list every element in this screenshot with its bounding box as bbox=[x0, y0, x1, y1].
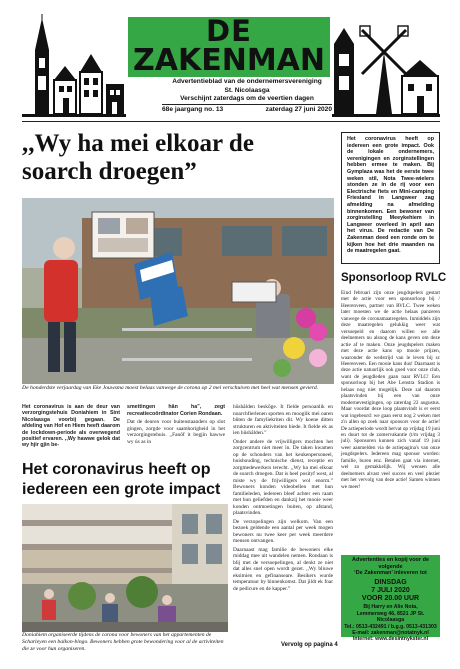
deadline-day: DINSDAG bbox=[374, 578, 407, 586]
church-skyline-icon bbox=[22, 14, 126, 118]
masthead-subtitle-1: Advertentieblad van de ondernemersvereniging bbox=[172, 78, 322, 85]
deadline-tel: Tel.: 0513-432491 / b.g.g. 0513-431303 bbox=[344, 623, 437, 630]
sidebar-box bbox=[341, 132, 440, 264]
submission-deadline-box bbox=[341, 555, 440, 643]
article-column-3-p3: De verzopelingen zijn welkom. Van een bezoek geldende een aantal per week mogen bewoners nu twee keer per week meerdere mensen ontvangen. bbox=[233, 518, 333, 544]
sidebar-text: Het coronavirus heeft op iedereen een grote impact. Ook de lokale ondernemers, verenigingen en zorginstellingen hebben ermee te maken. Bij Gymplaza was het de eerste twee weken stil, Nota Twee-wielers stonden ze in de rij voor een Electrische fiets en Mini-camping Friesland in Langweer zag afmelding na afmelding binnenkomen. Een bewoner van zorginstelling Meeykehiem in Langweer overleed in april aan het virus. De redactie van De Zakenman deed een ronde om te kijken hoe het drie maanden na de maatregelen gaat. bbox=[347, 136, 434, 255]
masthead-subtitle bbox=[162, 78, 332, 104]
centenarian-celebration-photo bbox=[22, 198, 334, 384]
article-column-3-p2: Onder andere de vrijwilligers mochten het zorgcentrum niet meer in. De taken kwamen op de schouders van het keukenpersoneel, huishouding, technische dienst, receptie en zorgmedewerkers terecht. ,,Wy ha mei elkoar de soarch droegen. Dat is heel posityf west, al miste wy de frijwilligers wol enorm.” Bewoners konden videobellen met hun familieleden, iedereen bleef achter een raam met hun geliefden en dankzij het mooie weer konden ontmoetingen buiten, op afstand, plaatsvinden. bbox=[233, 438, 333, 516]
masthead-subtitle-3: Verschijnt zaterdags om de veertien dagen bbox=[180, 95, 314, 103]
deadline-line1: Advertenties en kopij voor de volgende bbox=[351, 557, 430, 570]
balcony-bingo-photo bbox=[22, 504, 228, 632]
deadline-time: VOOR 20.00 UUR bbox=[361, 595, 420, 603]
article-column-3-p4: Daarnaast mag familie de bewoners elke middag mee uit wandelen nemen. Rondaan is blij met de versoepelingen, al denkt ze niet dat alles snel open wordt gezet. ,,Wy bliuwe eksimien en gefinanseare. Besikers wurde temperatuur by binnenkomst. Dat jildt ek foar de pedicure en de kapper.” bbox=[233, 546, 333, 592]
masthead-title-line2: ZAKENMAN bbox=[133, 43, 325, 78]
article-column-3 bbox=[233, 404, 333, 592]
deadline-email: E-mail: zakenman@notatnyk.nl bbox=[352, 630, 429, 637]
photo1-caption: De honderdste verjaardag van Eke Jouwsma moest helaas vanwege de corona op 2 mei verschuiven met heel wat mensen gevierd. bbox=[22, 385, 319, 391]
second-headline: Het coronavirus heeft op iedereen een grote impact bbox=[22, 461, 221, 498]
photo2-caption: Doniahiem organiseerde tijdens de corona voor bewoners van het appartementen de Scharleyen een balkon-bingo. Bewoners hebben grote bewondering voor al de activiteiten die ze voor hun organiseren. bbox=[22, 632, 224, 652]
masthead-title-line1: DE bbox=[206, 14, 252, 48]
main-headline: ,,Wy ha mei elkoar de soarch droegen” bbox=[22, 130, 254, 185]
issue-date: zaterdag 27 juni 2020 bbox=[265, 106, 332, 113]
deadline-internet: Internet: www.desintnykster.nl bbox=[352, 636, 429, 643]
sponsor-body: Eind februari zijn onze jeugdspelers gestart met de actie voor een sponsorloop bij / Heerenveen, partner van RVLC. Twee weken later moesten we de actie helaas panzeren vanwege de coronamaatregelen. Inmiddels zijn deze maatregelen gelukkig weer wat versoepeld en daarom willen we alle deelnemers nu alsnog de kans geven om deze actie af te maken. Onze jeugdspelers maken met deze actie kans op mooie prijzen, waaronder de wedstrijd van le leven bij sc Heerenveen. Een mooie kans dus! Daarnaast is deze actie natuurlijk ook goed voor onze club, want de jeugdleden gaan naar RVLC! Een sponsorloop bij het Abe Lenstra Stadion is helaas nog niet mogelijk. Deze zal daarom plaatsvinden bij een van onze modernevestigingen, op zaterdag 22 augustus. Maar voordat deze loop plaatsvindt is er eerst wat ingebeurd: we gaan eerst nog 2 weken met z'n allen op zoek naar sponsors voor de actie! De actieperiode wordt hervat op vrijdag 19 juni en duurt tot de zomervakantie (t/m vrijdag 3 juli). Sponsoren kunnen zich vanaf 19 juni weer aanmelden via de actiepagina's van onze jeugdspelers. Iedereen mag sponsor worden: familie, buren enz. Betalen gaat via internet, wel zo gemakkelijk. Wij wensen alle deelnemers alvast veel succes en veel plezier met het vervolg van deze actie! Samen winnen we meer! bbox=[341, 290, 440, 490]
continued-note: Vervolg op pagina 4 bbox=[281, 642, 338, 648]
deadline-address: Lemmerweg 46, 8521 JP St. Nicolaasga bbox=[356, 610, 425, 624]
deadline-where: Bij Harry en Alie Nota, bbox=[363, 604, 418, 611]
article-intro-text: Het coronavirus is aan de deur van verzorgingstehuis Doniahiem in Sint Nicolaasga voorbij gegaan. De afdeling van Hof en Hiem heeft daarom de lockdown-periode als overwegend positief ervaren. ,,Wy hawwe gelok dat wy hjir gjin be- bbox=[22, 404, 121, 449]
issue-number: 68e jaargang no. 13 bbox=[162, 106, 224, 113]
article-intro-column bbox=[22, 404, 120, 449]
masthead-subtitle-2: St. Nicolaasga bbox=[224, 86, 270, 94]
article-column-2-lead: smettingen hân ha”, zegt recreatiecoördinator Corien Rondaan. bbox=[127, 404, 225, 417]
issue-bar bbox=[162, 104, 332, 114]
article-column-2-body: Dat de deuren voor buitenstaanders op slot gingen, zorgde voor saamhorigheid in het verzorgingstehuis. ,,Fanôf it begjin hawwe wy ús as in bbox=[127, 419, 225, 445]
deadline-line2: ‘De Zakenman’ inleveren tot bbox=[354, 570, 427, 577]
deadline-date: 7 JULI 2020 bbox=[371, 586, 410, 594]
article-column-2 bbox=[127, 404, 225, 445]
sponsor-headline: Sponsorloop RVLC bbox=[341, 272, 447, 284]
masthead-title bbox=[128, 14, 330, 78]
masthead-divider bbox=[22, 121, 440, 122]
windmill-skyline-icon bbox=[332, 14, 440, 118]
article-column-3-p1: hûshâlden beskôge. It fielde persoanlik en noarchfierlenen sporten en mooglik mei oaren bûten de famyliekriten dit. Wy koene ditten strukturen en aktiviteiten biede. It fielde ek as ien hûshâlden.” bbox=[233, 404, 333, 436]
